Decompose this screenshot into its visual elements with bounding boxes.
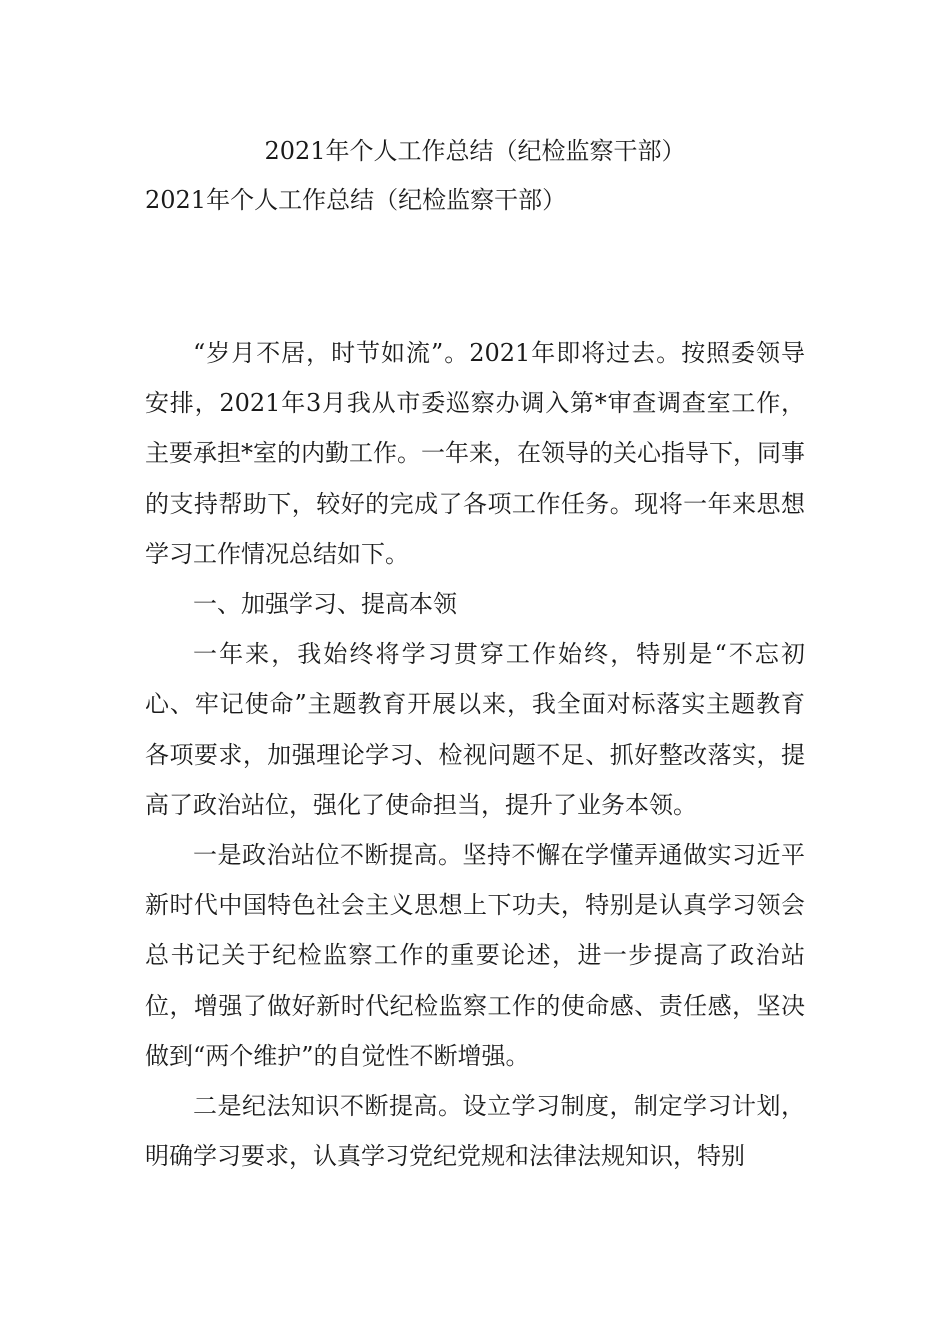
document-title: 2021年个人工作总结（纪检监察干部） xyxy=(264,137,686,165)
document-body xyxy=(145,328,805,1181)
paragraph-intro: “岁月不居，时节如流”。2021年即将过去。按照委领导安排，2021年3月我从市委巡察办调入第*审查调查室工作，主要承担*室的内勤工作。一年来，在领导的关心指导下，同事的支持帮助下，较好的完成了各项工作任务。现将一年来思想学习工作情况总结如下。 xyxy=(145,339,805,568)
document-subtitle: 2021年个人工作总结（纪检监察干部） xyxy=(145,186,567,214)
paragraph-political: 一是政治站位不断提高。坚持不懈在学懂弄通做实习近平新时代中国特色社会主义思想上下功夫，特别是认真学习领会总书记关于纪检监察工作的重要论述，进一步提高了政治站位，增强了做好新时代纪检监察工作的使命感、责任感，坚决做到“两个维护”的自觉性不断增强。 xyxy=(145,841,805,1070)
paragraph-discipline: 二是纪法知识不断提高。设立学习制度，制定学习计划，明确学习要求，认真学习党纪党规和法律法规知识，特别 xyxy=(145,1092,805,1171)
section-heading-1: 一、加强学习、提高本领 xyxy=(193,590,457,619)
paragraph-study: 一年来，我始终将学习贯穿工作始终，特别是“不忘初心、牢记使命”主题教育开展以来，我全面对标落实主题教育各项要求，加强理论学习、检视问题不足、抓好整改落实，提高了政治站位，强化了使命担当，提升了业务本领。 xyxy=(145,640,805,819)
